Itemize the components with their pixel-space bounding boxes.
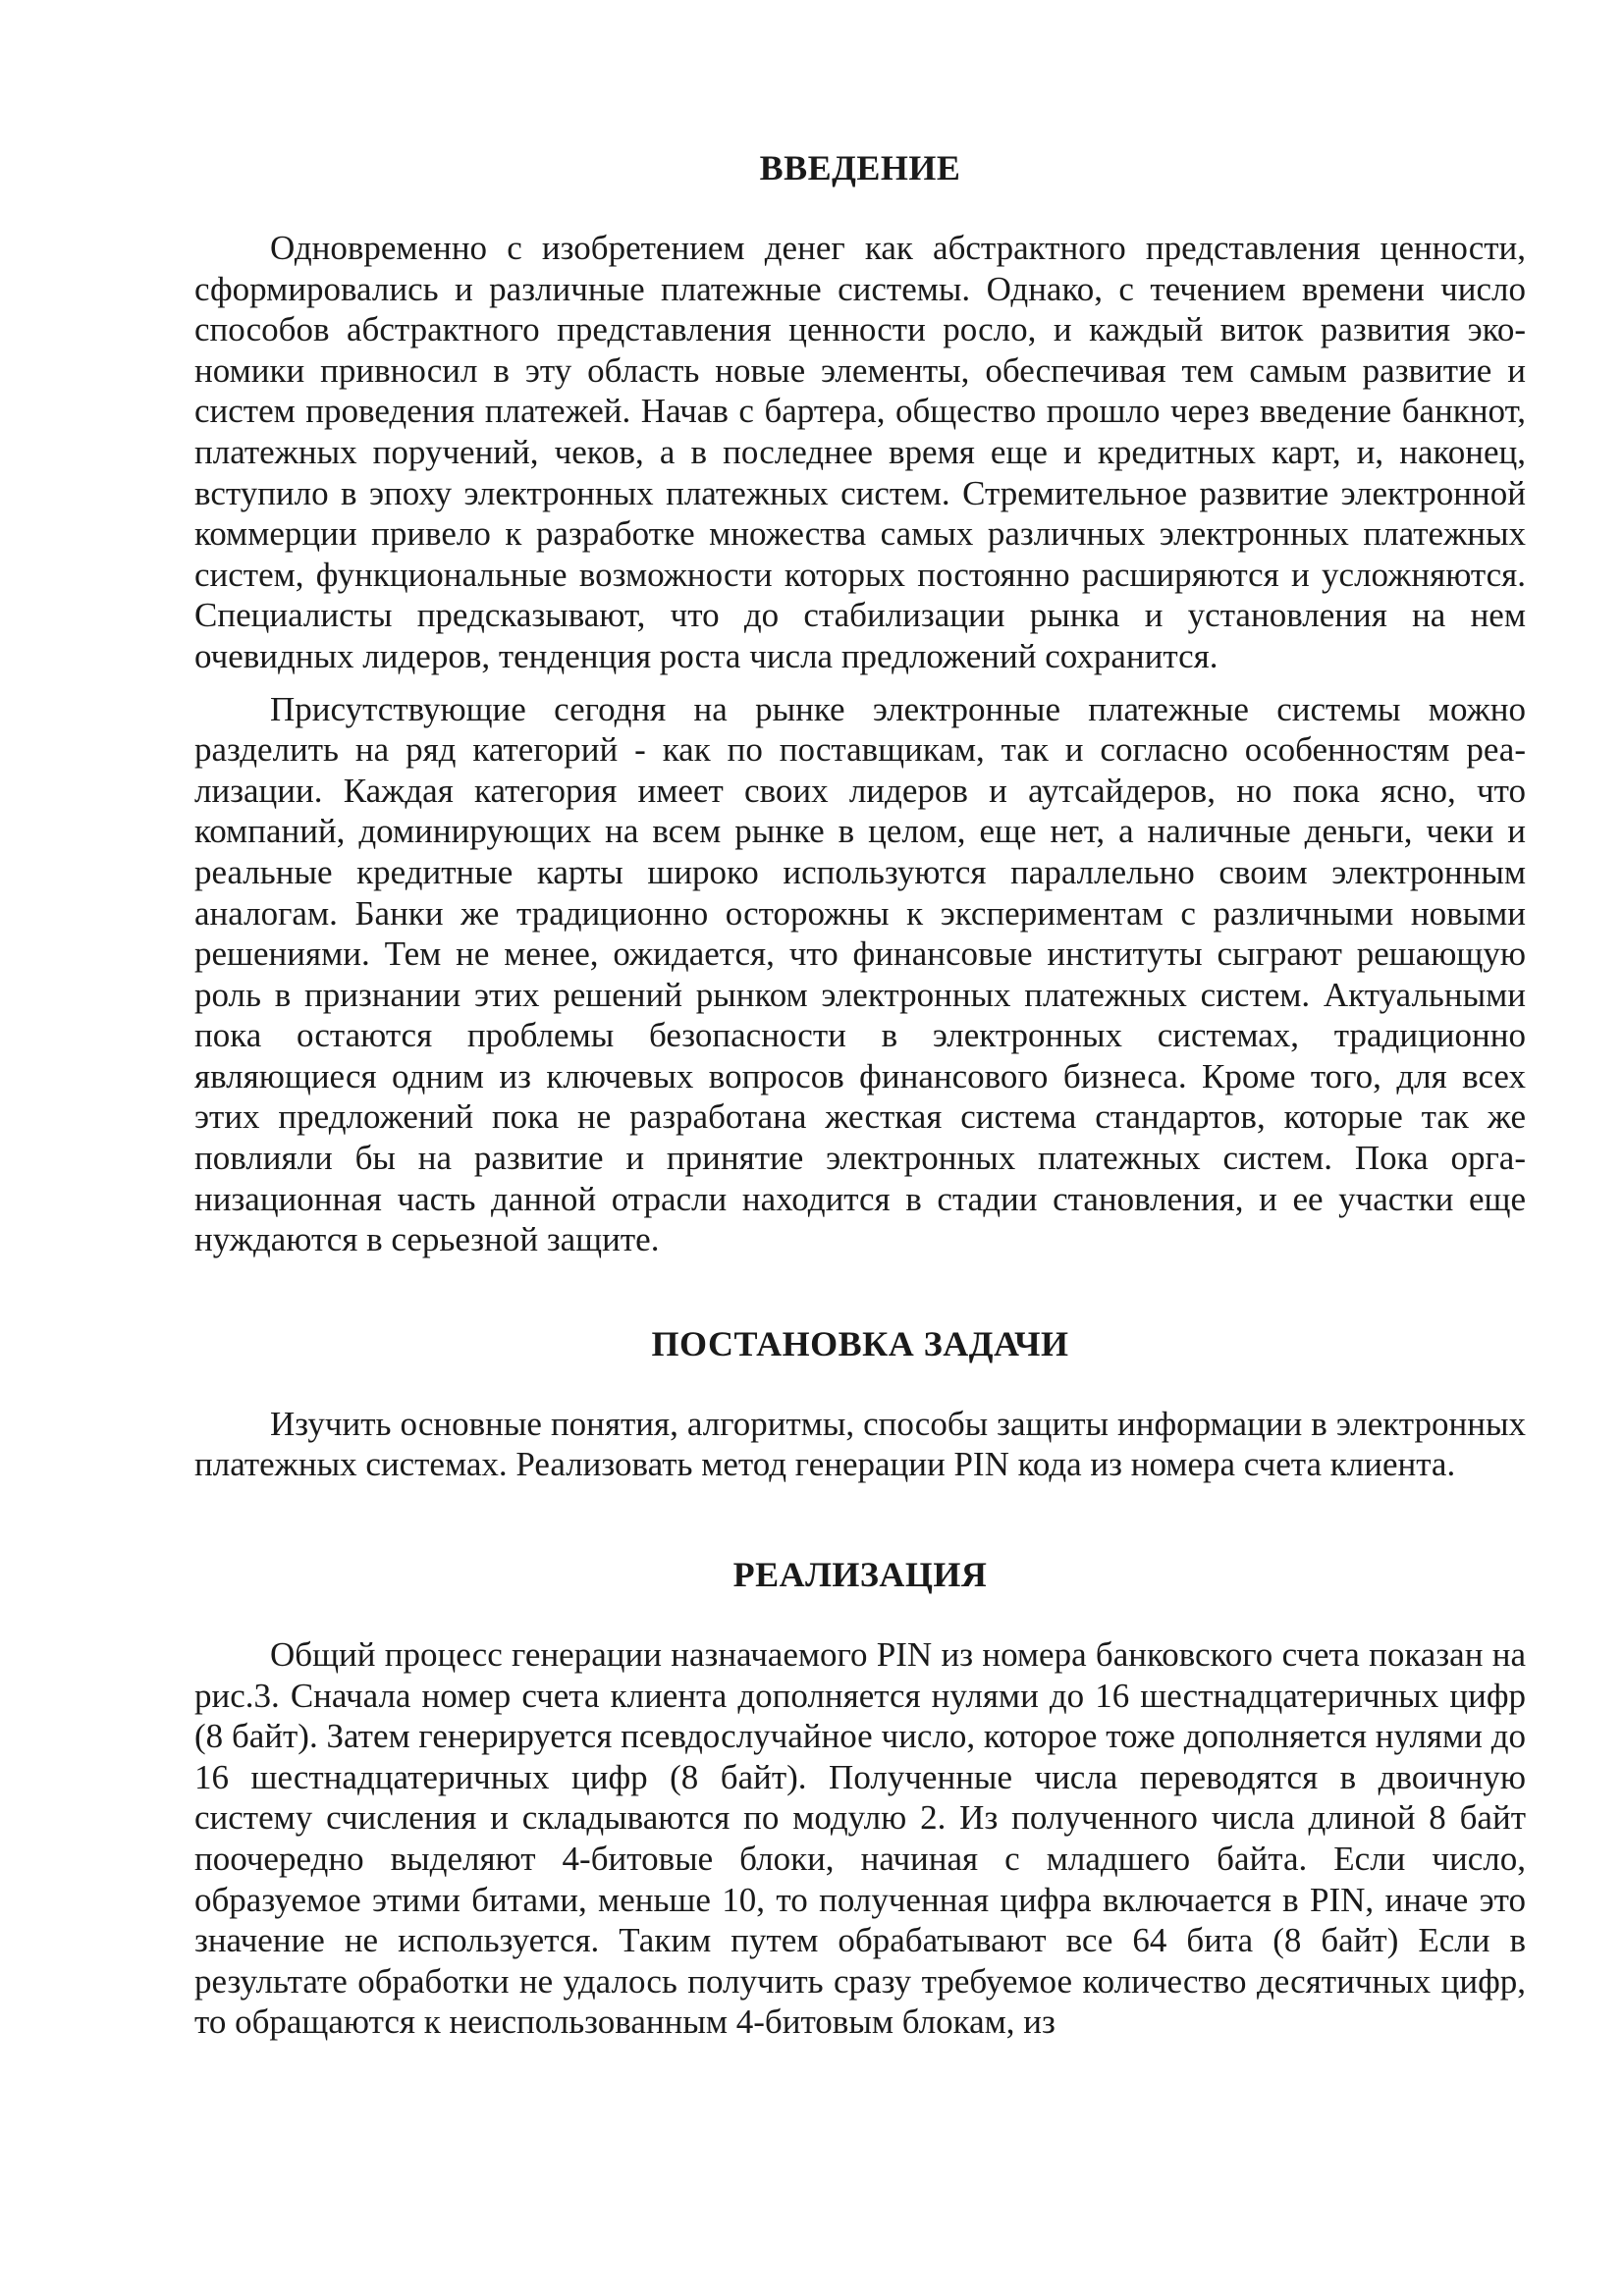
section-heading-implementation: РЕАЛИЗАЦИЯ (732, 1555, 988, 1595)
section-heading-task: ПОСТАНОВКА ЗАДАЧИ (651, 1323, 1069, 1363)
intro-paragraph-1: Одновременно с изобретением денег как абстрактного представления ценности, сформировались и различные платежные системы. Однако, с течением времени число способов абстрактного представления ценности росло, и каждый виток развития экономики привносил в эту область новые элементы, обеспечивая тем самым развитие и систем проведения платежей. Начав с бартера, общество прошло через введение банкнот, платежных поручений, чеков, а в последнее время еще и кредитных карт, и, наконец, вступило в эпоху электронных платежных систем. Стремительное развитие электронной коммерции привело к разработке множества самых различных электронных платежных систем, функциональные возможности которых постоянно расширяются и усложняются. Специалисты предсказывают, что до стабилизации рынка и установления на нем очевидных лидеров, тенденция роста числа предложений сохранится. (194, 229, 1526, 675)
section-heading-intro: ВВЕДЕНИЕ (759, 148, 961, 187)
intro-paragraph-2: Присутствующие сегодня на рынке электронные платежные системы можно разделить на ряд категорий - как по поставщикам, так и согласно особенностям реализации. Каждая категория имеет своих лидеров и аутсайдеров, но пока ясно, что компаний, доминирующих на всем рынке в целом, еще нет, а наличные деньги, чеки и реальные кредитные карты широко используются параллельно своим электронным аналогам. Банки же традиционно осторожны к экспериментам с различными новыми решениями. Тем не менее, ожидается, что финансовые институты сыграют решающую роль в признании этих решений рынком электронных платежных систем. Актуальными пока остаются проблемы безопасности в электронных системах, традиционно являющиеся одним из ключевых вопросов финансового бизнеса. Кроме того, для всех этих предложений пока не разработана жесткая система стандартов, которые так же повлияли бы на развитие и принятие электронных платежных систем. Пока организационная часть данной отрасли находится в стадии становления, и ее участки еще нуждаются в серьезной защите. (194, 689, 1526, 1259)
task-paragraph-1: Изучить основные понятия, алгоритмы, способы защиты информации в электронных платежных системах. Реализовать метод генерации PIN кода из номера счета клиента. (194, 1404, 1526, 1484)
implementation-paragraph-1: Общий процесс генерации назначаемого PIN из номера банковского счета показан на рис.3. Сначала номер счета клиента дополняется нулями до 16 шестнадцатеричных цифр (8 байт). Затем генерируется псевдослучайное число, которое тоже дополняется нулями до 16 шестнадцатеричных цифр (8 байт). Полученные числа переводятся в двоичную систему счисления и складываются по модулю 2. Из полученного числа длиной 8 байт поочередно выделяют 4-битовые блоки, начиная с младшего байта. Если число, образуемое этими битами, меньше 10, то полученная цифра включается в PIN, иначе это значение не используется. Таким путем обрабатывают все 64 бита (8 байт) Если в результате обработки не удалось получить сразу требуемое количество десятичных цифр, то обращаются к неиспользованным 4-битовым блокам, из (194, 1635, 1526, 2042)
document-page (194, 147, 1526, 2043)
